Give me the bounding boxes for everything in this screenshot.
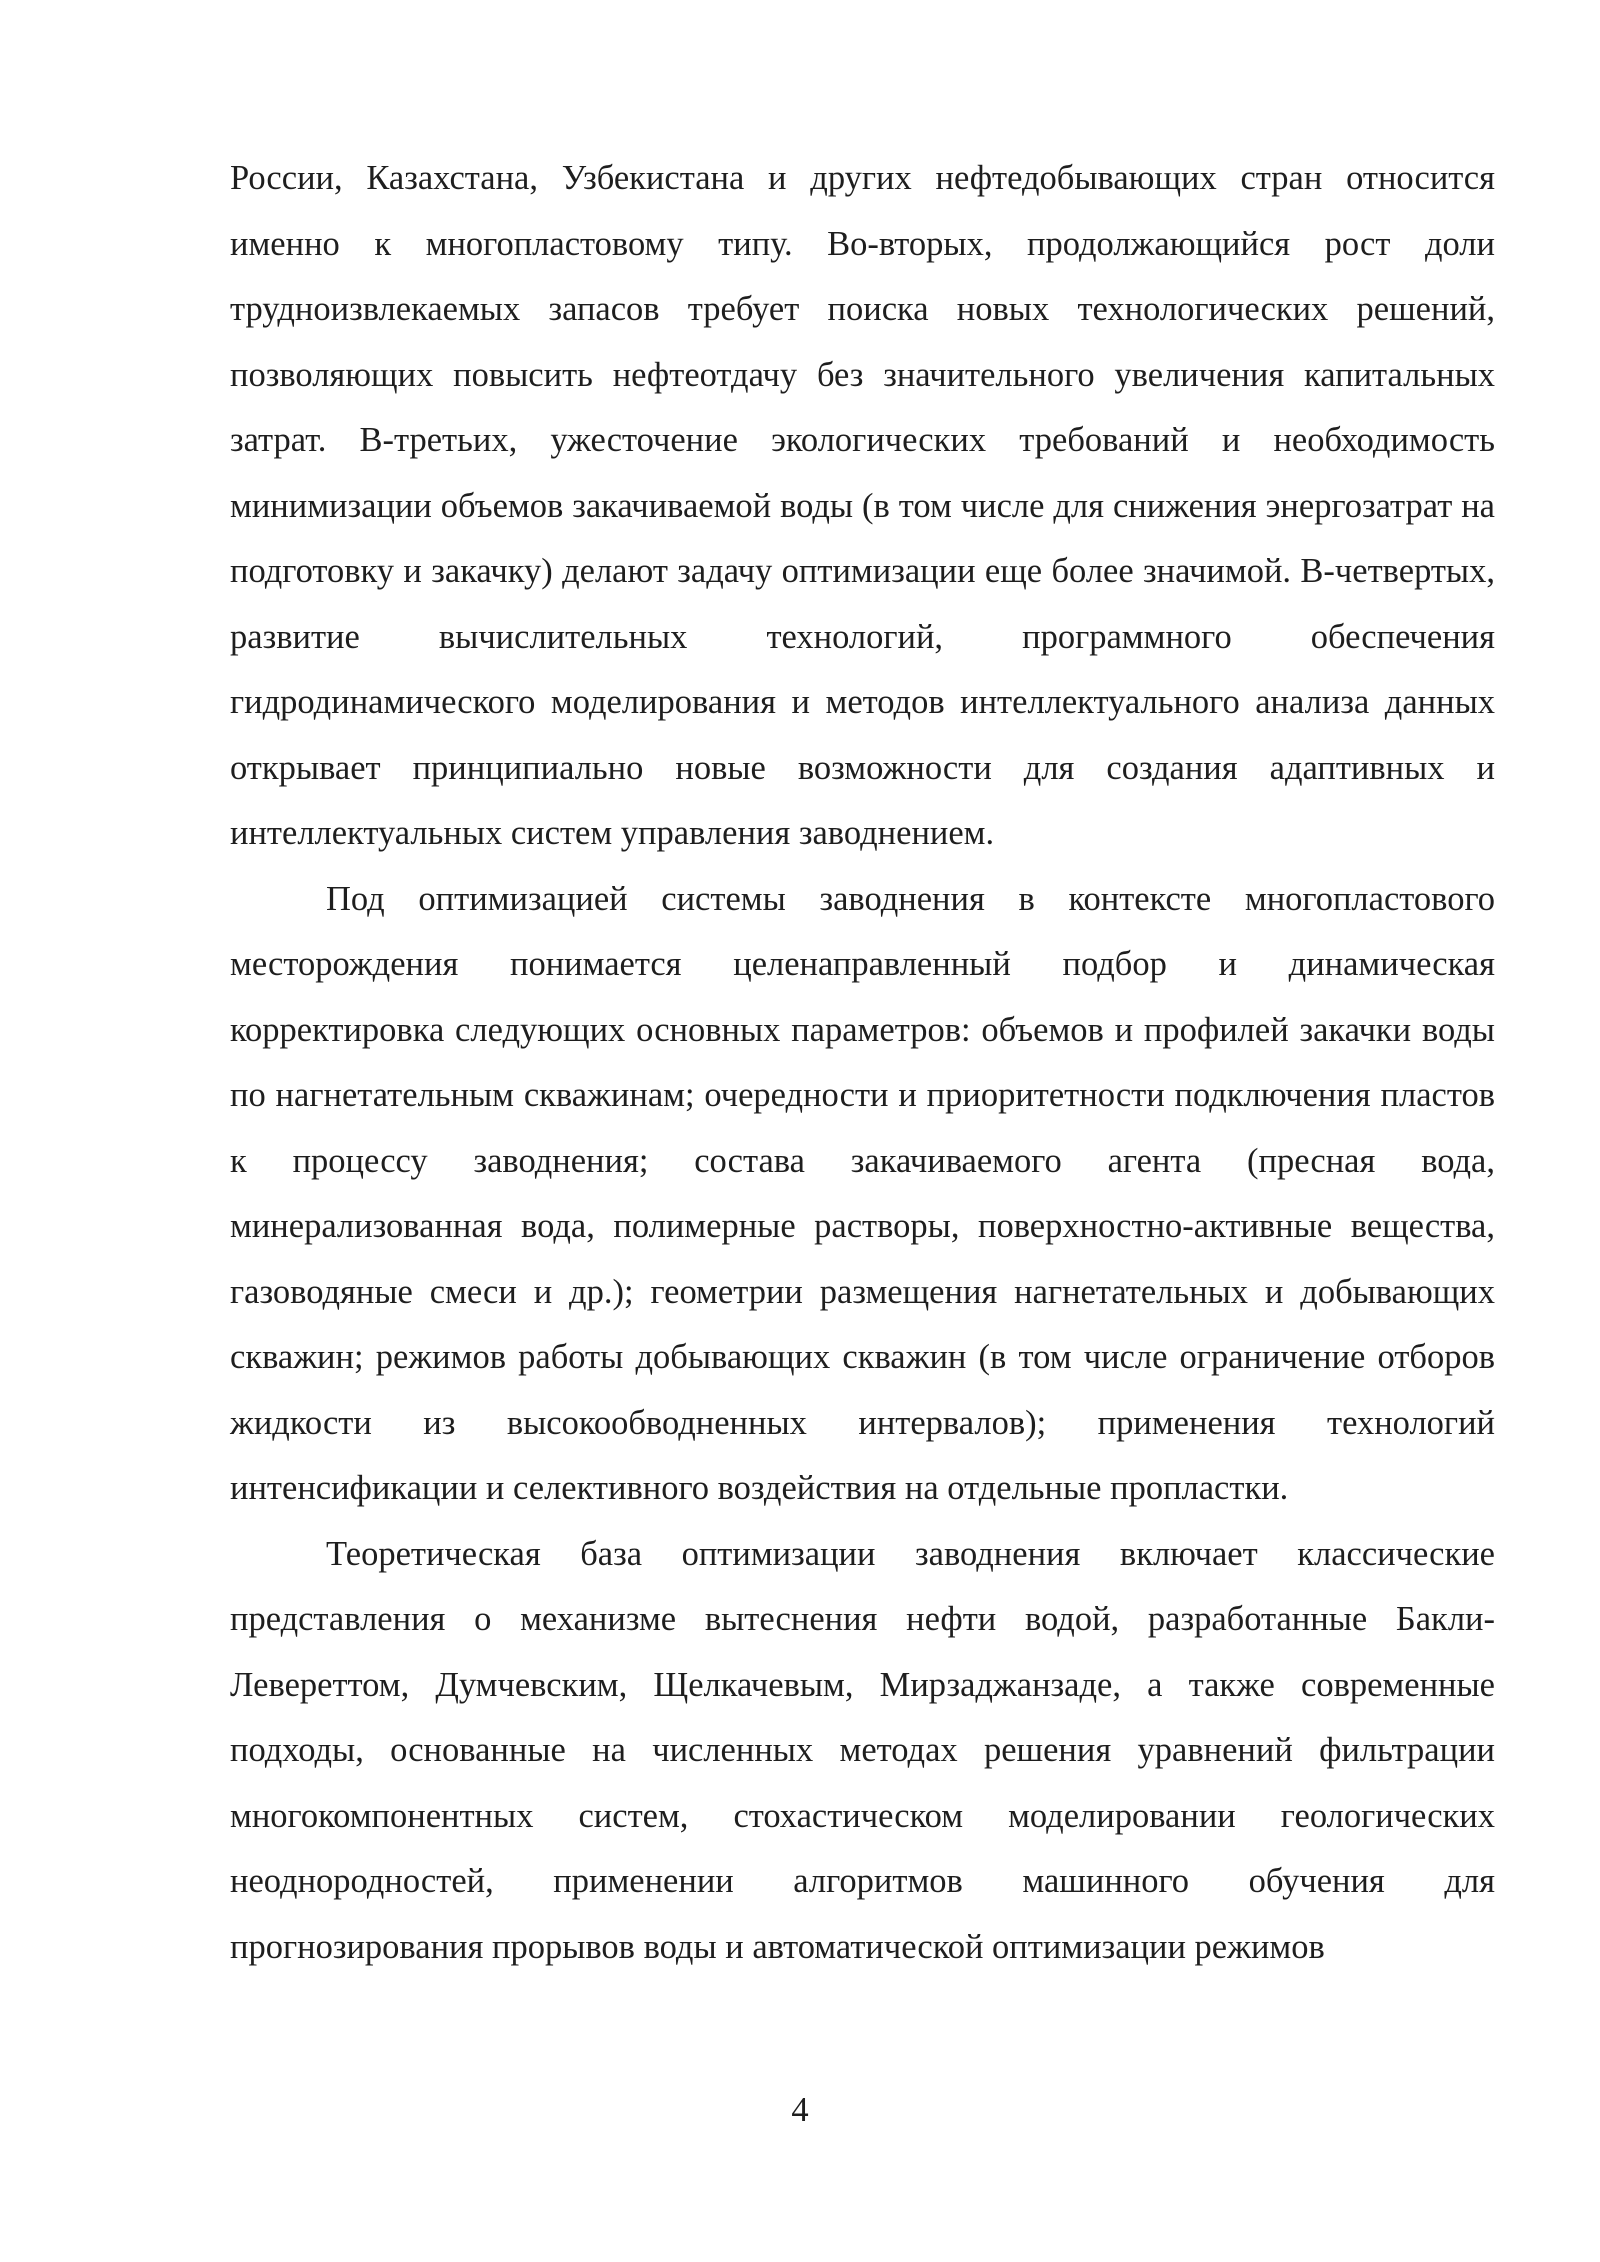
paragraph-1: России, Казахстана, Узбекистана и других нефтедобывающих стран относится именно к многопластовому типу. Во-вторых, продолжающийся рост доли трудноизвлекаемых запасов требует поиска новых технологических решений, позволяющих повысить нефтеотдачу без значительного увеличения капитальных затрат. В-третьих, ужесточение экологических требований и необходимость минимизации объемов закачиваемой воды (в том числе для снижения энергозатрат на подготовку и закачку) делают задачу оптимизации еще более значимой. В-четвертых, развитие вычислительных технологий, программного обеспечения гидродинамического моделирования и методов интеллектуального анализа данных открывает принципиально новые возможности для создания адаптивных и интеллектуальных систем управления заводнением. <box>230 159 1495 852</box>
paragraph-3: Теоретическая база оптимизации заводнения включает классические представления о механизме вытеснения нефти водой, разработанные Бакли-Левереттом, Думчевским, Щелкачевым, Мирзаджанзаде, а также современные подходы, основанные на численных методах решения уравнений фильтрации многокомпонентных систем, стохастическом моделировании геологических неоднородностей, применении алгоритмов машинного обучения для прогнозирования прорывов воды и автоматической оптимизации режимов <box>230 1534 1495 1966</box>
body-text <box>230 146 1495 1980</box>
paragraph-2: Под оптимизацией системы заводнения в контексте многопластового месторождения понимается целенаправленный подбор и динамическая корректировка следующих основных параметров: объемов и профилей закачки воды по нагнетательным скважинам; очередности и приоритетности подключения пластов к процессу заводнения; состава закачиваемого агента (пресная вода, минерализованная вода, полимерные растворы, поверхностно-активные вещества, газоводяные смеси и др.); геометрии размещения нагнетательных и добывающих скважин; режимов работы добывающих скважин (в том числе ограничение отборов жидкости из высокообводненных интервалов); применения технологий интенсификации и селективного воздействия на отдельные пропластки. <box>230 879 1495 1507</box>
page-number: 4 <box>791 2091 809 2129</box>
